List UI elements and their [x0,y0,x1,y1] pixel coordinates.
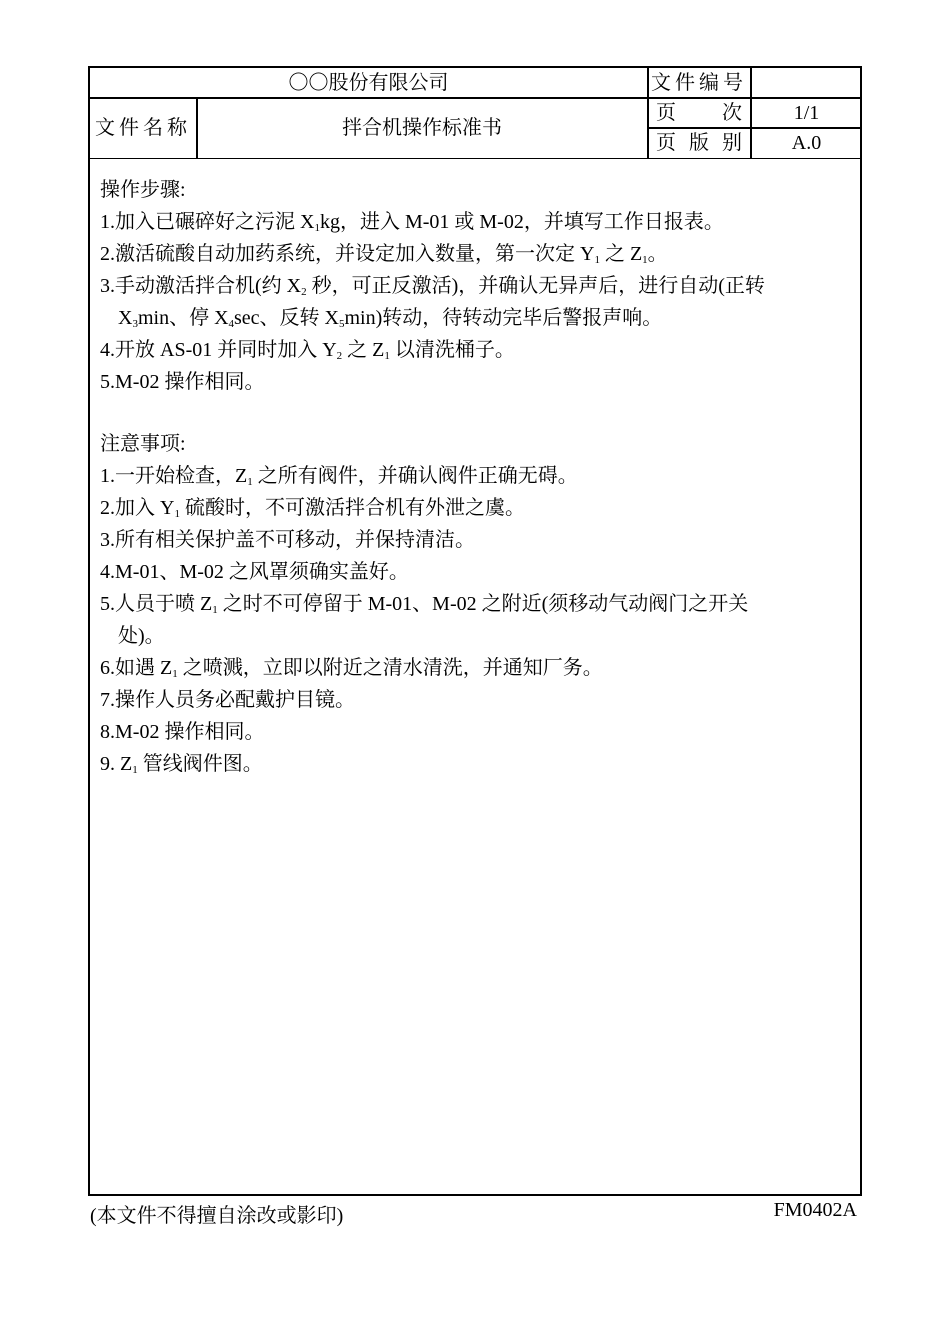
notes-heading: 注意事项: [100,433,186,455]
text: 以清洗桶子。 [389,339,515,361]
note-item [100,652,850,684]
document-sheet [88,66,862,1196]
step-item [100,270,850,302]
doc-number-label: 文件编号 [651,71,747,94]
step-item [100,334,850,366]
text: 之 Z [599,243,643,265]
subscript: 1 [172,668,178,680]
footer-notice: (本文件不得擅自涂改或影印) [90,1205,344,1227]
text: 之喷溅，立即以附近之清水清洗，并通知厂务。 [177,657,603,679]
revision-label [648,128,750,158]
note-item: 4.M-01、M-02 之风罩须确实盖好。 [100,561,409,583]
subscript: 1 [384,350,390,362]
text: 。 [647,243,668,265]
text: 9. Z [100,753,133,775]
note-item: 8.M-02 操作相同。 [100,721,265,743]
subscript: 1 [212,604,218,616]
text: 秒，可正反激活)，并确认无异声后，进行自动(正转 [306,275,765,297]
document-body [100,174,850,780]
note-item: 7.操作人员务必配戴护目镜。 [100,689,355,711]
subscript: 1 [174,508,180,520]
note-item: 3.所有相关保护盖不可移动，并保持清洁。 [100,529,475,551]
doc-title: 拌合机操作标准书 [342,117,502,139]
text: 硫酸时，不可激活拌合机有外泄之虞。 [179,497,525,519]
step-item: 5.M-02 操作相同。 [100,371,265,393]
text: 管线阀件图。 [137,753,263,775]
text: 5.人员于喷 Z [100,593,213,615]
note-item [100,588,850,620]
doc-name-label: 文件名称 [95,117,191,139]
page-value: 1/1 [793,101,820,124]
subscript: 1 [247,476,253,488]
spacer [100,398,850,428]
note-item-continued: 处)。 [118,625,165,647]
subscript: 1 [132,764,138,776]
subscript: 3 [132,318,138,330]
text: 之时不可停留于 M-01、M-02 之附近(须移动气动阀门之开关 [217,593,749,615]
step-item [100,238,850,270]
doc-number-value [751,68,862,97]
subscript: 2 [301,286,307,298]
company-name: 〇〇股份有限公司 [288,71,449,94]
subscript: 1 [314,222,320,234]
text: min)转动，待转动完毕后警报声响。 [344,307,663,329]
text: 之所有阀件，并确认阀件正确无碍。 [252,465,578,487]
form-code: FM0402A [773,1199,857,1221]
text: sec、反转 X [234,307,339,329]
text: 3.手动激活拌合机(约 X [100,275,302,297]
text: kg，进入 M-01 或 M-02，并填写工作日报表。 [319,211,724,233]
subscript: 1 [642,254,648,266]
text: 1.一开始检查，Z [100,465,248,487]
text: 2.激活硫酸自动加药系统，并设定加入数量，第一次定 Y [100,243,595,265]
page-label-char: 次 [722,101,742,124]
text: min、停 X [137,307,229,329]
page-label [648,98,750,127]
document-header [90,68,860,159]
step-item-continued [100,302,850,334]
subscript: 1 [594,254,600,266]
text: 之 Z [342,339,385,361]
revision-label-char: 版 [689,132,709,154]
revision-value: A.0 [791,132,822,154]
steps-heading: 操作步骤: [100,179,186,201]
note-item [100,460,850,492]
text: X [118,307,133,329]
note-item [100,492,850,524]
subscript: 4 [228,318,235,330]
subscript: 2 [336,350,343,362]
note-item [100,748,850,780]
revision-label-char: 页 [656,132,676,154]
page-label-char: 页 [656,101,676,124]
text: 1.加入已碾碎好之污泥 X [100,211,315,233]
text: 4.开放 AS-01 并同时加入 Y [100,339,337,361]
subscript: 5 [339,318,345,330]
text: 2.加入 Y [100,497,175,519]
text: 6.如遇 Z [100,657,173,679]
step-item [100,206,850,238]
revision-label-char: 别 [722,132,742,154]
